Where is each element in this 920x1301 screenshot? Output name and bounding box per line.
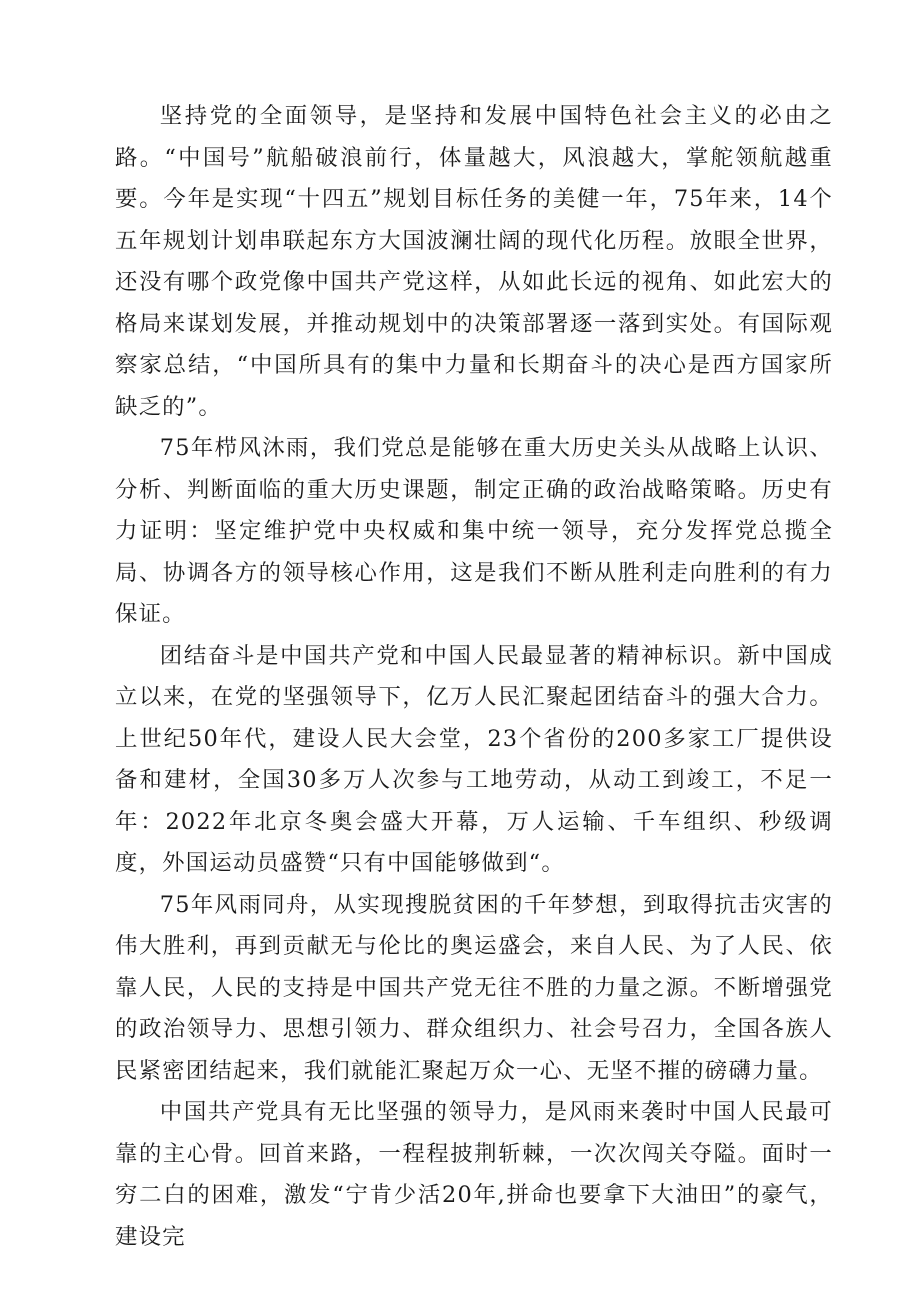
article-body <box>115 96 833 1258</box>
paragraph-3: 团结奋斗是中国共产党和中国人民最显著的精神标识。新中国成立以来，在党的坚强领导下，亿万人民汇聚起团结奋斗的强大合力。上世纪50年代，建设人民大会堂，23个省份的200多家工厂提供设备和建材，全国30多万人次参与工地劳动，从动工到竣工，不足一年：2022年北京冬奥会盛大开幕，万人运输、千车组织、秒级调度，外国运动员盛赞“只有中国能够做到“。 <box>115 642 833 876</box>
paragraph-4: 75年风雨同舟，从实现搜脱贫困的千年梦想，到取得抗击灾害的伟大胜利，再到贡献无与伦比的奥运盛会，来自人民、为了人民、依靠人民，人民的支持是中国共产党无往不胜的力量之源。不断增强党的政治领导力、思想引领力、群众组织力、社会号召力，全国各族人民紧密团结起来，我们就能汇聚起万众一心、无坚不摧的磅礴力量。 <box>115 891 833 1084</box>
paragraph-5: 中国共产党具有无比坚强的领导力，是风雨来袭时中国人民最可靠的主心骨。回首来路，一程程披荆斩棘，一次次闯关夺隘。面时一穷二白的困难，激发“宁肯少活20年,拼命也要拿下大油田”的豪气，建设完 <box>115 1099 833 1250</box>
paragraph-1: 坚持党的全面领导，是坚持和发展中国特色社会主义的必由之路。“中国号”航船破浪前行，体量越大，风浪越大，掌舵领航越重要。今年是实现“十四五”规划目标任务的美健一年，75年来，14个五年规划计划串联起东方大国波澜壮阔的现代化历程。放眼全世界，还没有哪个政党像中国共产党这样，从如此长远的视角、如此宏大的格局来谋划发展，并推动规划中的决策部署逐一落到实处。有国际观察家总结，“中国所具有的集中力量和长期奋斗的决心是西方国家所缺乏的”。 <box>115 103 833 420</box>
paragraph-2: 75年栉风沐雨，我们党总是能够在重大历史关头从战略上认识、分析、判断面临的重大历史课题，制定正确的政治战略策略。历史有力证明：坚定维护党中央权威和集中统一领导，充分发挥党总揽全局、协调各方的领导核心作用，这是我们不断从胜利走向胜利的有力保证。 <box>115 435 833 627</box>
